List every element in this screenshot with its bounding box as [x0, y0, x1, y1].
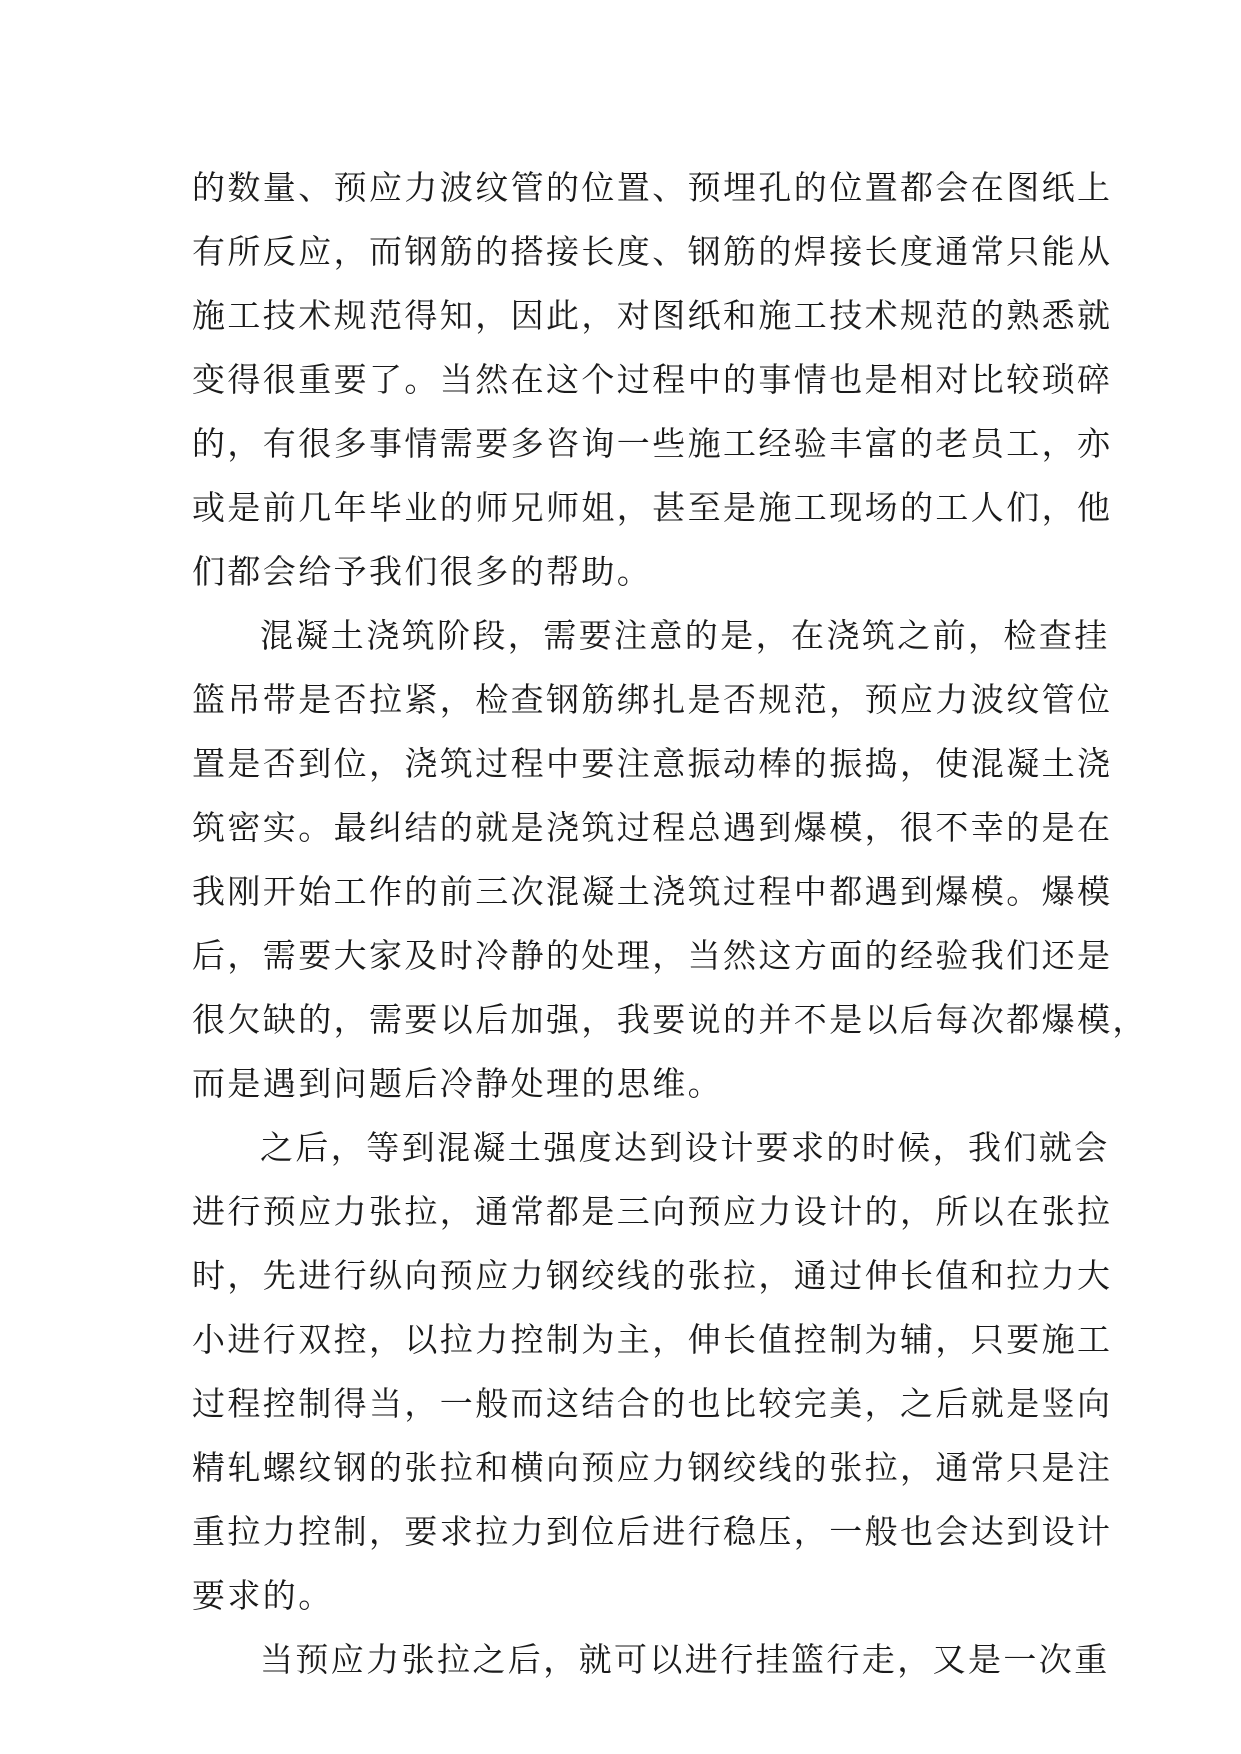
- text-line: 精轧螺纹钢的张拉和横向预应力钢绞线的张拉，通常只是注: [192, 1448, 1113, 1487]
- text-line: 很欠缺的，需要以后加强，我要说的并不是以后每次都爆模，: [192, 1000, 1148, 1039]
- text-line: 而是遇到问题后冷静处理的思维。: [192, 1064, 723, 1103]
- body-text: [192, 156, 1148, 1692]
- text-line: 进行预应力张拉，通常都是三向预应力设计的，所以在张拉: [192, 1192, 1113, 1231]
- paragraph-first-line: 混凝土浇筑阶段，需要注意的是，在浇筑之前，检查挂: [260, 616, 1110, 655]
- text-line: 置是否到位，浇筑过程中要注意振动棒的振捣，使混凝土浇: [192, 744, 1113, 783]
- paragraph-first-line: 之后，等到混凝土强度达到设计要求的时候，我们就会: [260, 1128, 1110, 1167]
- text-line: 我刚开始工作的前三次混凝土浇筑过程中都遇到爆模。爆模: [192, 872, 1113, 911]
- text-line: 重拉力控制，要求拉力到位后进行稳压，一般也会达到设计: [192, 1512, 1113, 1551]
- text-line: 筑密实。最纠结的就是浇筑过程总遇到爆模，很不幸的是在: [192, 808, 1113, 847]
- text-line: 小进行双控，以拉力控制为主，伸长值控制为辅，只要施工: [192, 1320, 1113, 1359]
- text-line: 过程控制得当，一般而这结合的也比较完美，之后就是竖向: [192, 1384, 1113, 1423]
- text-line: 的，有很多事情需要多咨询一些施工经验丰富的老员工，亦: [192, 424, 1113, 463]
- text-line: 们都会给予我们很多的帮助。: [192, 552, 653, 591]
- paragraph-first-line: 当预应力张拉之后，就可以进行挂篮行走，又是一次重: [260, 1640, 1110, 1679]
- text-line: 时，先进行纵向预应力钢绞线的张拉，通过伸长值和拉力大: [192, 1256, 1113, 1295]
- text-line: 变得很重要了。当然在这个过程中的事情也是相对比较琐碎: [192, 360, 1113, 399]
- text-line: 篮吊带是否拉紧，检查钢筋绑扎是否规范，预应力波纹管位: [192, 680, 1113, 719]
- text-line: 要求的。: [192, 1576, 334, 1615]
- text-line: 或是前几年毕业的师兄师姐，甚至是施工现场的工人们，他: [192, 488, 1113, 527]
- text-line: 施工技术规范得知，因此，对图纸和施工技术规范的熟悉就: [192, 296, 1113, 335]
- text-line: 的数量、预应力波纹管的位置、预埋孔的位置都会在图纸上: [192, 168, 1113, 207]
- text-line: 有所反应，而钢筋的搭接长度、钢筋的焊接长度通常只能从: [192, 232, 1113, 271]
- text-line: 后，需要大家及时冷静的处理，当然这方面的经验我们还是: [192, 936, 1113, 975]
